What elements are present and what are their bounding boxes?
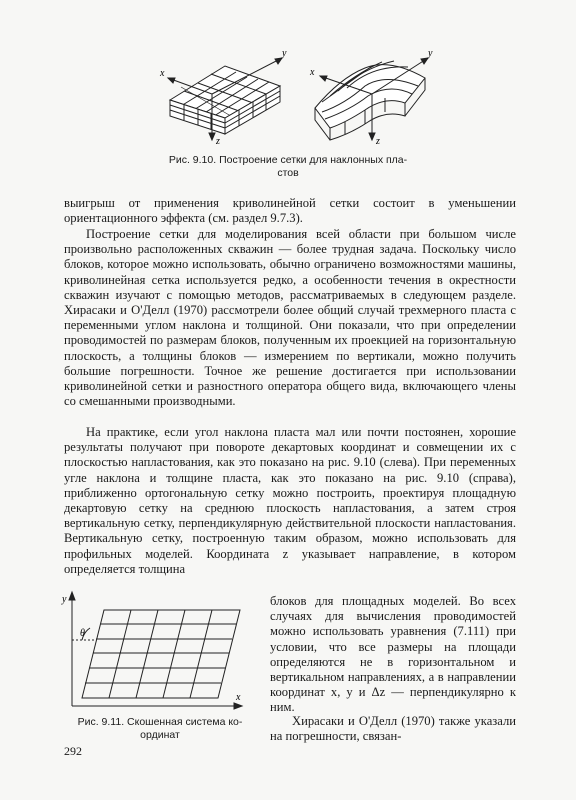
paragraph-3-continuation-text: блоков для площадных моделей. Во всех случаях для вычисления проводимостей можно использовать уравнения (7.111) при условии, что все размеры на площади определяются не в горизонтальном и вертикальном направлениях, а в направлении координат x, y и Δz — перпендикулярно к ним. xyxy=(270,594,516,715)
figure-9-11-drawing xyxy=(60,588,250,713)
fig911-x-label: x xyxy=(236,692,241,703)
fig910-left-z-label: z xyxy=(216,136,220,147)
fig911-angle-label: θ xyxy=(80,628,85,639)
paragraph-3-continuation xyxy=(270,594,516,716)
figure-9-11 xyxy=(60,588,250,713)
paragraph-1 xyxy=(64,196,516,226)
figure-9-10-drawing xyxy=(150,48,440,148)
page-number: 292 xyxy=(64,744,82,758)
fig910-left-x-label: x xyxy=(160,68,165,79)
figure-9-10 xyxy=(150,48,440,148)
paragraph-1-text: выигрыш от применения криволинейной сетки состоит в уменьшении ориентационного эффекта (см. раздел 9.7.3). xyxy=(64,196,516,226)
paragraph-2 xyxy=(64,227,516,409)
fig911-y-label: y xyxy=(62,594,67,605)
paragraph-4 xyxy=(270,714,516,744)
fig910-right-y-label: y xyxy=(428,48,433,59)
paragraph-3 xyxy=(64,425,516,577)
figure-9-11-caption: Рис. 9.11. Скошенная система ко- ординат xyxy=(77,716,243,741)
paragraph-3-text: На практике, если угол наклона пласта мал или почти постоянен, хорошие результаты получают при повороте декартовых координат и совмещении их с плоскостью напластования, как это показано на рис. 9.10 (слева). При переменных угле наклона и толщине пласта, как это показано на рис. 9.10 (справа), приближенно ортогональную сетку можно построить, проектируя площадную декартовую сетку на среднюю плоскость напластования, а затем строя вертикальную сетку, перпендикулярную действительной плоскости напластования. Вертикальную сетку, построенную таким образом, можно использовать для профильных моделей. Координата z указывает направление, в котором определяется толщина xyxy=(64,425,516,576)
paragraph-4-text: Хирасаки и О'Делл (1970) также указали на погрешности, связан- xyxy=(270,714,516,744)
fig910-right-x-label: x xyxy=(310,67,315,78)
paragraph-2-text: Построение сетки для моделирования всей области при большом числе произвольно расположенных скважин — более трудная задача. Поскольку число блоков, которое можно использовать, обычно ограничено возможностями машины, криволинейная сетка используется редко, а особенности течения в окрестности скважин изучают с помощью методов, рассматриваемых в следующем разделе. Хирасаки и О'Делл (1970) рассмотрели более общий случай трехмерного пласта с переменными углом наклона и толщиной. Они показали, что при определении проводимостей по размерам блоков, полученным их проекцией на горизонтальную плоскость, а толщины блоков — измерением по вертикали, можно получить большие погрешности. Точное же решение достигается при использовании криволинейной сетки и разностного оператора общего вида, включающего члены со смешанными производными. xyxy=(64,227,516,409)
figure-9-10-caption: Рис. 9.10. Построение сетки для наклонных пла- стов xyxy=(168,154,408,179)
fig910-left-y-label: y xyxy=(282,48,287,59)
fig910-right-z-label: z xyxy=(376,136,380,147)
